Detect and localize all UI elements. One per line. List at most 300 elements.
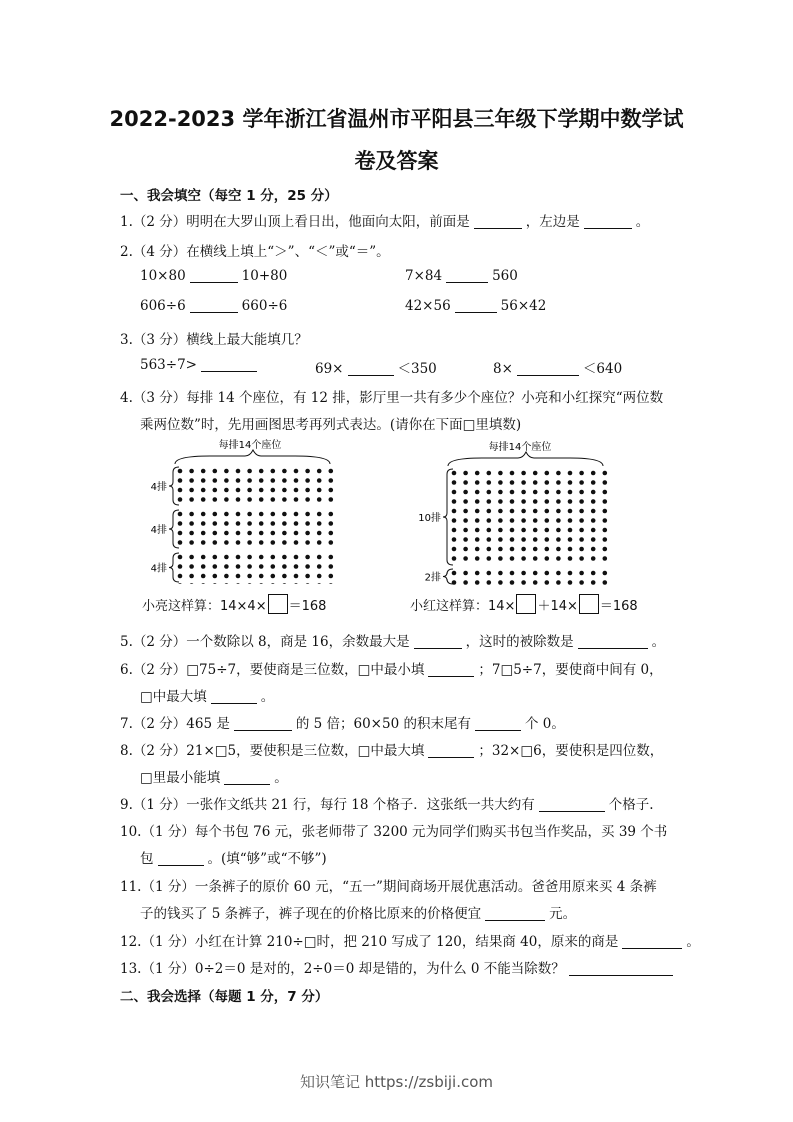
seat-dot bbox=[556, 537, 561, 542]
seat-dot bbox=[568, 556, 573, 561]
seat-dot bbox=[521, 490, 526, 495]
answer-box-3[interactable] bbox=[579, 594, 599, 614]
seat-dot bbox=[568, 518, 573, 523]
seat-dot bbox=[591, 537, 596, 542]
q11-text-3: 元。 bbox=[549, 906, 577, 922]
seat-dot bbox=[487, 556, 492, 561]
caption-xiaohong bbox=[410, 594, 638, 614]
seat-dot bbox=[510, 471, 515, 476]
seat-dot bbox=[317, 564, 322, 569]
seat-dot bbox=[178, 469, 183, 474]
q12-text: 12.（1 分）小红在计算 210÷□时，把 210 写成了 120，结果商 40，原来的商是 bbox=[120, 934, 619, 950]
seat-dot bbox=[294, 564, 299, 569]
seat-dot bbox=[317, 478, 322, 483]
seat-dot bbox=[545, 471, 550, 476]
seat-dot bbox=[545, 528, 550, 533]
answer-box-1[interactable] bbox=[268, 594, 288, 614]
seat-dot bbox=[178, 521, 183, 526]
q11-blank-1[interactable] bbox=[485, 906, 545, 921]
seat-dot bbox=[329, 488, 334, 493]
seat-dot bbox=[475, 547, 480, 552]
q2-item-3 bbox=[140, 298, 287, 314]
seat-dot bbox=[498, 580, 503, 585]
seat-dot bbox=[271, 512, 276, 517]
seat-dot bbox=[603, 571, 608, 576]
q8-text: 8.（2 分）21×□5，要使积是三位数，□中最大填 bbox=[120, 743, 425, 759]
seat-dot bbox=[545, 490, 550, 495]
q7-blank-1[interactable] bbox=[234, 716, 292, 731]
seat-dot bbox=[213, 521, 218, 526]
q1-blank-1[interactable] bbox=[474, 214, 522, 229]
q8-text-4: 。 bbox=[274, 770, 288, 786]
seat-dot bbox=[224, 531, 229, 536]
seat-dot bbox=[603, 490, 608, 495]
seat-dot bbox=[463, 518, 468, 523]
seat-dot bbox=[533, 471, 538, 476]
q2-item-2-right: 560 bbox=[492, 268, 518, 284]
question-12 bbox=[120, 930, 700, 950]
seat-dot bbox=[213, 512, 218, 517]
seat-dot bbox=[452, 571, 457, 576]
q6-blank-1[interactable] bbox=[428, 662, 474, 677]
seat-dot bbox=[521, 480, 526, 485]
seat-dot bbox=[294, 497, 299, 502]
seat-dot bbox=[463, 556, 468, 561]
seat-dot bbox=[591, 518, 596, 523]
seat-dot bbox=[579, 499, 584, 504]
seat-dot bbox=[533, 490, 538, 495]
seat-dot bbox=[603, 580, 608, 585]
q1-blank-2[interactable] bbox=[584, 214, 632, 229]
seat-dot bbox=[305, 574, 310, 579]
seat-dot bbox=[236, 521, 241, 526]
seat-dot bbox=[189, 583, 194, 584]
seat-dot bbox=[236, 574, 241, 579]
q2-blank-2[interactable] bbox=[446, 268, 488, 283]
question-11-line-1: 11.（1 分）一条裤子的原价 60 元，“五一”期间商场开展优惠活动。爸爸用原来买 4 条裤 bbox=[120, 879, 657, 895]
seat-dot bbox=[189, 531, 194, 536]
q3-item-1 bbox=[140, 357, 261, 373]
seat-dot bbox=[271, 555, 276, 560]
seat-dot bbox=[247, 574, 252, 579]
seat-dot bbox=[498, 518, 503, 523]
caption-xiaoliang-text-a: 小亮这样算：14×4× bbox=[142, 599, 267, 614]
seat-dot bbox=[259, 555, 264, 560]
seat-dot bbox=[556, 547, 561, 552]
fig-right-top-label: 每排14个座位 bbox=[488, 442, 552, 453]
q6-blank-2[interactable] bbox=[211, 689, 257, 704]
seat-dot bbox=[259, 478, 264, 483]
seat-dot bbox=[475, 556, 480, 561]
question-6-line-1 bbox=[120, 658, 663, 678]
q3-blank-2[interactable] bbox=[348, 361, 394, 376]
seat-dot bbox=[545, 537, 550, 542]
seat-dot bbox=[213, 583, 218, 584]
row-brace bbox=[169, 553, 179, 582]
seat-dot bbox=[271, 488, 276, 493]
seat-dot bbox=[282, 583, 287, 584]
seat-dot bbox=[213, 540, 218, 545]
seat-dot bbox=[510, 528, 515, 533]
seat-dot bbox=[591, 480, 596, 485]
q2-item-4-left: 42×56 bbox=[405, 298, 451, 314]
seat-dot bbox=[510, 537, 515, 542]
q3-item-2-left: 69× bbox=[315, 361, 344, 377]
seat-dot bbox=[579, 556, 584, 561]
seat-dot bbox=[533, 528, 538, 533]
seat-dot bbox=[178, 512, 183, 517]
seat-dot bbox=[533, 518, 538, 523]
seat-dot bbox=[213, 531, 218, 536]
seat-dot bbox=[224, 512, 229, 517]
seat-dot bbox=[487, 537, 492, 542]
seat-dot bbox=[533, 547, 538, 552]
question-1 bbox=[120, 210, 649, 230]
seat-dot bbox=[282, 574, 287, 579]
seat-dot bbox=[329, 469, 334, 474]
seat-dot bbox=[498, 499, 503, 504]
q6-text-3: □中最大填 bbox=[140, 689, 207, 705]
seat-dot bbox=[271, 478, 276, 483]
seat-dot bbox=[475, 509, 480, 514]
seat-dot bbox=[521, 580, 526, 585]
seat-dot bbox=[452, 480, 457, 485]
q6-text: 6.（2 分）□75÷7，要使商是三位数，□中最小填 bbox=[120, 662, 425, 678]
seat-dot bbox=[305, 583, 310, 584]
fig-left-top-label: 每排14个座位 bbox=[218, 440, 282, 451]
seat-dot bbox=[591, 509, 596, 514]
caption-xiaoliang bbox=[142, 594, 326, 614]
q1-text-2: ，左边是 bbox=[525, 214, 580, 230]
q2-item-4-right: 56×42 bbox=[500, 298, 547, 314]
seat-dot bbox=[282, 512, 287, 517]
seat-dot bbox=[579, 571, 584, 576]
seat-dot bbox=[305, 512, 310, 517]
seat-dot bbox=[282, 478, 287, 483]
seat-dot bbox=[224, 540, 229, 545]
seat-dot bbox=[475, 471, 480, 476]
q1-text: 1.（2 分）明明在大罗山顶上看日出，他面向太阳，前面是 bbox=[120, 214, 470, 230]
seat-dot bbox=[452, 528, 457, 533]
seat-dot bbox=[282, 540, 287, 545]
q5-text: 5.（2 分）一个数除以 8，商是 16，余数最大是 bbox=[120, 634, 410, 650]
seat-dot bbox=[568, 499, 573, 504]
seat-dot bbox=[317, 555, 322, 560]
seat-dot bbox=[568, 509, 573, 514]
seat-dot bbox=[591, 528, 596, 533]
seat-dot bbox=[294, 521, 299, 526]
seat-dot bbox=[498, 528, 503, 533]
seat-dot bbox=[213, 478, 218, 483]
seat-dot bbox=[213, 555, 218, 560]
q5-blank-2[interactable] bbox=[578, 634, 648, 649]
seat-dot bbox=[591, 471, 596, 476]
seat-dot bbox=[305, 469, 310, 474]
seat-dot bbox=[178, 478, 183, 483]
seat-dot bbox=[259, 583, 264, 584]
seat-dot bbox=[579, 490, 584, 495]
answer-box-2[interactable] bbox=[516, 594, 536, 614]
seat-dot bbox=[579, 537, 584, 542]
seat-dot bbox=[510, 580, 515, 585]
seat-dot bbox=[556, 571, 561, 576]
seat-dot bbox=[545, 480, 550, 485]
seat-dot bbox=[201, 488, 206, 493]
seat-dot bbox=[247, 583, 252, 584]
seat-dot bbox=[545, 547, 550, 552]
seat-dot bbox=[487, 580, 492, 585]
seat-dot bbox=[247, 488, 252, 493]
seat-dot bbox=[510, 547, 515, 552]
q5-blank-1[interactable] bbox=[414, 634, 462, 649]
seat-dot bbox=[282, 531, 287, 536]
seat-dot bbox=[224, 478, 229, 483]
seat-dot bbox=[271, 583, 276, 584]
seat-dot bbox=[603, 556, 608, 561]
question-10-line-2 bbox=[140, 847, 327, 867]
q3-item-2 bbox=[315, 357, 437, 377]
seat-dot bbox=[259, 564, 264, 569]
q2-item-1-right: 10+80 bbox=[241, 268, 288, 284]
seat-dot bbox=[568, 580, 573, 585]
seat-dot bbox=[452, 509, 457, 514]
q13-text: 13.（1 分）0÷2＝0 是对的，2÷0＝0 却是错的，为什么 0 不能当除数？ bbox=[120, 961, 565, 977]
q2-blank-3[interactable] bbox=[190, 298, 238, 313]
seat-dot bbox=[294, 488, 299, 493]
seat-dot bbox=[259, 512, 264, 517]
seat-dot bbox=[236, 583, 241, 584]
fig-right-dots bbox=[452, 471, 607, 585]
seat-dot bbox=[305, 555, 310, 560]
seat-dot bbox=[201, 540, 206, 545]
seat-dot bbox=[591, 580, 596, 585]
seat-dot bbox=[259, 531, 264, 536]
seat-dot bbox=[545, 518, 550, 523]
seat-dot bbox=[178, 488, 183, 493]
seat-dot bbox=[329, 583, 334, 584]
q13-blank-1[interactable] bbox=[569, 961, 673, 976]
seat-dot bbox=[475, 571, 480, 576]
seat-dot bbox=[224, 497, 229, 502]
seat-dot bbox=[271, 469, 276, 474]
seat-dot bbox=[487, 499, 492, 504]
seat-dot bbox=[201, 583, 206, 584]
caption-xiaohong-text-a: 小红这样算：14× bbox=[410, 599, 516, 614]
seat-dot bbox=[247, 478, 252, 483]
seat-dot bbox=[224, 469, 229, 474]
seat-dot bbox=[294, 574, 299, 579]
q8-text-3: □里最小能填 bbox=[140, 770, 221, 786]
seat-dot bbox=[533, 571, 538, 576]
seat-dot bbox=[521, 499, 526, 504]
seat-dot bbox=[533, 499, 538, 504]
seat-dot bbox=[568, 537, 573, 542]
seat-dot bbox=[452, 490, 457, 495]
seat-dot bbox=[533, 537, 538, 542]
seat-dot bbox=[189, 488, 194, 493]
seat-dot bbox=[591, 499, 596, 504]
seat-dot bbox=[579, 528, 584, 533]
seat-dot bbox=[463, 537, 468, 542]
seat-dot bbox=[247, 540, 252, 545]
seat-dot bbox=[294, 469, 299, 474]
seat-dot bbox=[282, 521, 287, 526]
question-13 bbox=[120, 957, 677, 977]
q9-text-2: 个格子. bbox=[608, 797, 654, 813]
q7-blank-2[interactable] bbox=[475, 716, 521, 731]
seat-dot bbox=[475, 480, 480, 485]
seat-dot bbox=[271, 574, 276, 579]
seat-dot bbox=[178, 564, 183, 569]
seat-dot bbox=[247, 512, 252, 517]
seat-dot bbox=[487, 518, 492, 523]
seat-dot bbox=[201, 521, 206, 526]
seat-dot bbox=[545, 499, 550, 504]
q12-blank-1[interactable] bbox=[622, 934, 682, 949]
q2-blank-1[interactable] bbox=[190, 268, 238, 283]
seat-dot bbox=[317, 469, 322, 474]
seat-dot bbox=[294, 512, 299, 517]
seat-dot bbox=[533, 580, 538, 585]
seat-dot bbox=[475, 528, 480, 533]
q10-text-3: 。(填“够”或“不够”) bbox=[207, 851, 327, 867]
q9-text: 9.（1 分）一张作文纸共 21 行，每行 18 个格子．这张纸一共大约有 bbox=[120, 797, 535, 813]
q3-blank-1[interactable] bbox=[201, 357, 257, 372]
caption-xiaohong-text-c: ＝168 bbox=[599, 599, 638, 614]
seat-dot bbox=[201, 564, 206, 569]
q6-text-2: ；7□5÷7，要使商中间有 0， bbox=[478, 662, 663, 678]
seat-dot bbox=[329, 540, 334, 545]
seat-dot bbox=[236, 540, 241, 545]
seat-dot bbox=[282, 555, 287, 560]
fig-left-side-labels bbox=[151, 467, 179, 582]
q2-blank-4[interactable] bbox=[455, 298, 497, 313]
seat-dot bbox=[510, 509, 515, 514]
seat-dot bbox=[294, 531, 299, 536]
seat-dot bbox=[224, 583, 229, 584]
seat-dot bbox=[317, 488, 322, 493]
seat-dot bbox=[498, 480, 503, 485]
q5-text-3: 。 bbox=[651, 634, 666, 650]
seat-dot bbox=[591, 490, 596, 495]
seat-dot bbox=[213, 564, 218, 569]
seat-dot bbox=[271, 564, 276, 569]
seat-dot bbox=[603, 537, 608, 542]
seat-dot bbox=[213, 469, 218, 474]
seat-dot bbox=[463, 480, 468, 485]
seat-dot bbox=[294, 583, 299, 584]
q8-blank-1[interactable] bbox=[428, 743, 474, 758]
seat-dot bbox=[201, 531, 206, 536]
seat-dot bbox=[329, 555, 334, 560]
seat-dot bbox=[545, 571, 550, 576]
seat-dot bbox=[533, 556, 538, 561]
seat-dot bbox=[521, 528, 526, 533]
q11-text-2: 子的钱买了 5 条裤子，裤子现在的价格比原来的价格便宜 bbox=[140, 906, 482, 922]
seat-dot bbox=[475, 518, 480, 523]
q2-item-3-left: 606÷6 bbox=[140, 298, 186, 314]
question-5 bbox=[120, 630, 665, 650]
seat-dot bbox=[556, 556, 561, 561]
q3-item-2-right: ＜350 bbox=[397, 361, 437, 377]
seat-dot bbox=[178, 497, 183, 502]
seat-dot bbox=[189, 512, 194, 517]
seat-dot bbox=[317, 497, 322, 502]
q7-text: 7.（2 分）465 是 bbox=[120, 716, 230, 732]
seat-dot bbox=[305, 564, 310, 569]
seat-dot bbox=[259, 521, 264, 526]
q10-blank-1[interactable] bbox=[158, 851, 204, 866]
seat-dot bbox=[294, 555, 299, 560]
seat-dot bbox=[475, 499, 480, 504]
seat-dot bbox=[568, 471, 573, 476]
seat-dot bbox=[463, 490, 468, 495]
question-2: 2.（4 分）在横线上填上“＞”、“＜”或“＝”。 bbox=[120, 244, 390, 260]
seat-dot bbox=[510, 556, 515, 561]
seat-dot bbox=[510, 480, 515, 485]
seat-dot bbox=[579, 480, 584, 485]
seat-dot bbox=[178, 574, 183, 579]
seat-dot bbox=[498, 471, 503, 476]
seat-dot bbox=[545, 556, 550, 561]
seat-dot bbox=[579, 509, 584, 514]
question-4-line-1: 4.（3 分）每排 14 个座位，有 12 排，影厅里一共有多少个座位？小亮和小红探究“两位数 bbox=[120, 390, 664, 406]
q7-text-3: 个 0。 bbox=[524, 716, 565, 732]
caption-xiaohong-text-b: ＋14× bbox=[537, 599, 578, 614]
seat-dot bbox=[201, 478, 206, 483]
seat-dot bbox=[282, 497, 287, 502]
q7-text-2: 的 5 倍；60×50 的积末尾有 bbox=[295, 716, 471, 732]
seat-dot bbox=[452, 556, 457, 561]
seat-dot bbox=[556, 580, 561, 585]
seat-dot bbox=[189, 469, 194, 474]
question-6-line-2 bbox=[140, 685, 274, 705]
seat-dot bbox=[189, 540, 194, 545]
seat-dot bbox=[189, 521, 194, 526]
seat-dot bbox=[568, 480, 573, 485]
q9-blank-1[interactable] bbox=[539, 797, 605, 812]
seat-dot bbox=[317, 521, 322, 526]
section-1-heading: 一、我会填空（每空 1 分，25 分） bbox=[120, 188, 338, 204]
q3-blank-3[interactable] bbox=[517, 361, 579, 376]
seat-dot bbox=[579, 547, 584, 552]
seat-dot bbox=[510, 571, 515, 576]
seat-dot bbox=[498, 571, 503, 576]
question-3: 3.（3 分）横线上最大能填几？ bbox=[120, 332, 308, 348]
seat-dot bbox=[498, 547, 503, 552]
seat-dot bbox=[317, 531, 322, 536]
seat-dot bbox=[603, 499, 608, 504]
q3-item-1-left: 563÷7> bbox=[140, 357, 197, 373]
seat-dot bbox=[521, 571, 526, 576]
seat-dot bbox=[521, 556, 526, 561]
question-4-line-2: 乘两位数”时，先用画图思考再列式表达。(请你在下面□里填数) bbox=[140, 417, 522, 433]
seat-dot bbox=[213, 488, 218, 493]
seat-dot bbox=[603, 547, 608, 552]
seat-dot bbox=[178, 583, 183, 584]
seat-dot bbox=[329, 564, 334, 569]
seat-dot bbox=[591, 556, 596, 561]
seat-dot bbox=[545, 580, 550, 585]
seat-dot bbox=[271, 531, 276, 536]
seat-dot bbox=[603, 518, 608, 523]
seat-dot bbox=[317, 574, 322, 579]
q8-text-2: ；32×□6，要使积是四位数， bbox=[478, 743, 664, 759]
seat-figure-xiaoliang bbox=[140, 436, 345, 584]
seat-dot bbox=[452, 537, 457, 542]
seat-dot bbox=[259, 540, 264, 545]
q8-blank-2[interactable] bbox=[224, 770, 270, 785]
